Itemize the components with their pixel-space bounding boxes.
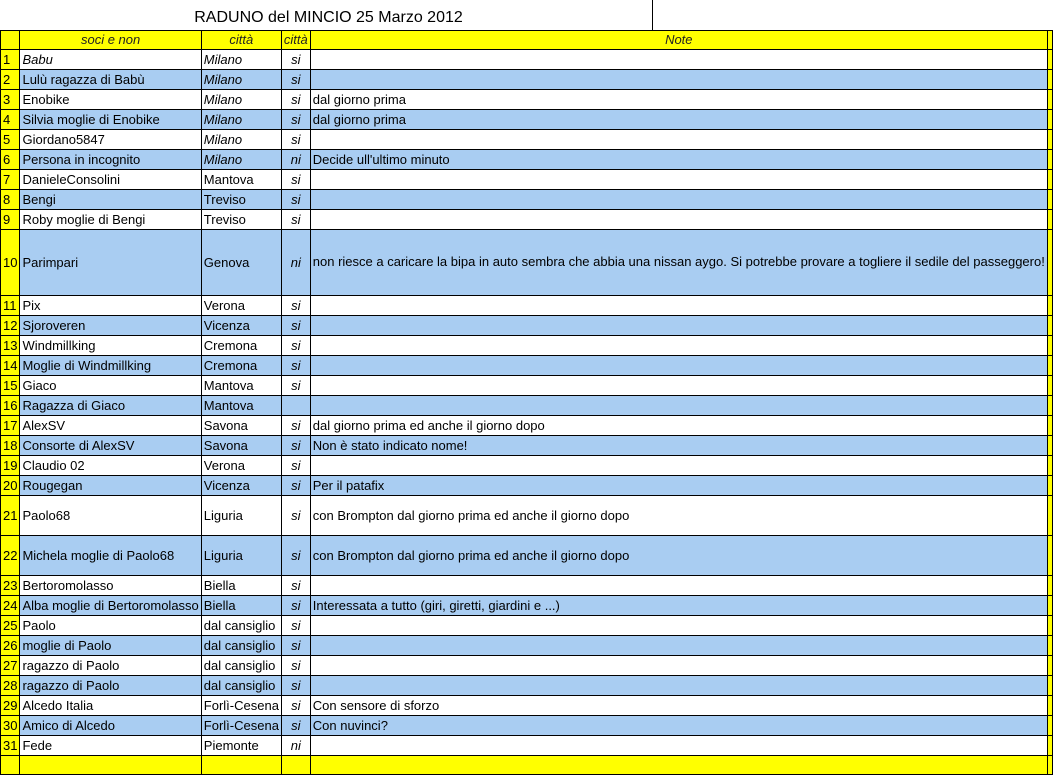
participant-note: con Brompton dal giorno prima ed anche il giorno dopo [310, 536, 1047, 576]
participant-city: Vicenza [201, 476, 281, 496]
participant-note [310, 576, 1047, 596]
extra-column-cell [1047, 656, 1052, 676]
participants-table [0, 30, 1053, 775]
table-row [1, 230, 1053, 296]
extra-column-cell [1047, 130, 1052, 150]
extra-column-cell [1047, 496, 1052, 536]
participant-city: Milano [201, 130, 281, 150]
extra-column-cell [1047, 70, 1052, 90]
participant-city: dal cansiglio [201, 656, 281, 676]
participant-city: Liguria [201, 496, 281, 536]
participation-flag: si [281, 170, 310, 190]
row-number: 31 [1, 736, 20, 756]
row-number: 3 [1, 90, 20, 110]
row-number: 9 [1, 210, 20, 230]
participant-name: Consorte di AlexSV [20, 436, 201, 456]
table-row [1, 316, 1053, 336]
table-row [1, 696, 1053, 716]
row-number: 10 [1, 230, 20, 296]
table-row [1, 110, 1053, 130]
participation-flag: si [281, 416, 310, 436]
participant-note [310, 130, 1047, 150]
participant-city: Piemonte [201, 736, 281, 756]
participant-city: Mantova [201, 396, 281, 416]
row-number: 25 [1, 616, 20, 636]
participant-note: con Brompton dal giorno prima ed anche il giorno dopo [310, 496, 1047, 536]
participant-name: Rougegan [20, 476, 201, 496]
participant-name: Fede [20, 736, 201, 756]
column-header-name: soci e non [20, 31, 201, 50]
participation-flag: si [281, 716, 310, 736]
participation-flag: si [281, 536, 310, 576]
footer-cell [201, 756, 281, 775]
row-number: 23 [1, 576, 20, 596]
participant-note [310, 656, 1047, 676]
table-row [1, 90, 1053, 110]
extra-column-cell [1047, 90, 1052, 110]
extra-column-cell [1047, 50, 1052, 70]
extra-column-cell [1047, 476, 1052, 496]
participant-city: Forlì-Cesena [201, 716, 281, 736]
participant-note [310, 356, 1047, 376]
participant-name: AlexSV [20, 416, 201, 436]
participation-flag: si [281, 576, 310, 596]
participant-city: Milano [201, 70, 281, 90]
row-number: 1 [1, 50, 20, 70]
extra-column-cell [1047, 576, 1052, 596]
extra-column-cell [1047, 230, 1052, 296]
participant-name: Ragazza di Giaco [20, 396, 201, 416]
participant-name: Bertoromolasso [20, 576, 201, 596]
row-number: 30 [1, 716, 20, 736]
table-row [1, 296, 1053, 316]
extra-column-cell [1047, 696, 1052, 716]
extra-column-cell [1047, 416, 1052, 436]
participation-flag: si [281, 296, 310, 316]
participant-note [310, 50, 1047, 70]
participation-flag: si [281, 636, 310, 656]
table-row [1, 396, 1053, 416]
participation-flag: si [281, 676, 310, 696]
participation-flag: si [281, 476, 310, 496]
extra-column-cell [1047, 376, 1052, 396]
participant-name: Windmillking [20, 336, 201, 356]
participant-city: Forlì-Cesena [201, 696, 281, 716]
table-row [1, 576, 1053, 596]
row-number: 5 [1, 130, 20, 150]
row-number: 8 [1, 190, 20, 210]
participant-note [310, 616, 1047, 636]
participant-city: Mantova [201, 376, 281, 396]
row-number: 15 [1, 376, 20, 396]
participation-flag: si [281, 90, 310, 110]
participation-flag: si [281, 356, 310, 376]
participation-flag: si [281, 656, 310, 676]
participant-note: dal giorno prima [310, 110, 1047, 130]
row-number: 2 [1, 70, 20, 90]
table-row [1, 676, 1053, 696]
participant-name: ragazzo di Paolo [20, 676, 201, 696]
participant-city: Milano [201, 50, 281, 70]
participant-city: Verona [201, 296, 281, 316]
participant-name: Silvia moglie di Enobike [20, 110, 201, 130]
extra-column-cell [1047, 210, 1052, 230]
participant-note: non riesce a caricare la bipa in auto sembra che abbia una nissan aygo. Si potrebbe provare a togliere il sedile del passeggero! [310, 230, 1047, 296]
participant-note [310, 296, 1047, 316]
participant-city: dal cansiglio [201, 636, 281, 656]
participant-note: dal giorno prima [310, 90, 1047, 110]
footer-cell [281, 756, 310, 775]
table-row [1, 190, 1053, 210]
footer-row [1, 756, 1053, 775]
row-number: 19 [1, 456, 20, 476]
row-number: 7 [1, 170, 20, 190]
participant-name: Alcedo Italia [20, 696, 201, 716]
row-number: 4 [1, 110, 20, 130]
row-number: 26 [1, 636, 20, 656]
extra-column-cell [1047, 716, 1052, 736]
participant-note: Decide ull'ultimo minuto [310, 150, 1047, 170]
row-number: 14 [1, 356, 20, 376]
footer-cell [1, 756, 20, 775]
participation-flag: si [281, 190, 310, 210]
participation-flag: ni [281, 230, 310, 296]
participant-city: Liguria [201, 536, 281, 576]
participation-flag: si [281, 110, 310, 130]
extra-column-cell [1047, 436, 1052, 456]
row-number: 28 [1, 676, 20, 696]
participation-flag: ni [281, 150, 310, 170]
row-number: 21 [1, 496, 20, 536]
header-row [1, 31, 1053, 50]
participation-flag [281, 396, 310, 416]
extra-column-cell [1047, 31, 1052, 50]
row-number: 11 [1, 296, 20, 316]
participant-name: Paolo68 [20, 496, 201, 536]
participation-flag: si [281, 456, 310, 476]
table-row [1, 50, 1053, 70]
participant-note [310, 376, 1047, 396]
participant-name: ragazzo di Paolo [20, 656, 201, 676]
column-divider [652, 0, 653, 30]
participant-name: Babu [20, 50, 201, 70]
table-row [1, 356, 1053, 376]
participant-city: dal cansiglio [201, 616, 281, 636]
extra-column-cell [1047, 150, 1052, 170]
participant-city: Milano [201, 150, 281, 170]
table-row [1, 636, 1053, 656]
table-row [1, 130, 1053, 150]
participant-name: Claudio 02 [20, 456, 201, 476]
row-number: 18 [1, 436, 20, 456]
participation-flag: si [281, 496, 310, 536]
participant-name: Bengi [20, 190, 201, 210]
participant-city: Milano [201, 110, 281, 130]
participant-city: Verona [201, 456, 281, 476]
row-number: 16 [1, 396, 20, 416]
extra-column-cell [1047, 396, 1052, 416]
table-row [1, 436, 1053, 456]
row-number: 27 [1, 656, 20, 676]
extra-column-cell [1047, 110, 1052, 130]
table-row [1, 736, 1053, 756]
participant-note [310, 456, 1047, 476]
participant-name: Moglie di Windmillking [20, 356, 201, 376]
participant-name: Sjoroveren [20, 316, 201, 336]
extra-column-cell [1047, 356, 1052, 376]
extra-column-cell [1047, 336, 1052, 356]
column-header-city: città [201, 31, 281, 50]
table-row [1, 336, 1053, 356]
column-header-note: Note [310, 31, 1047, 50]
participant-name: Enobike [20, 90, 201, 110]
extra-column-cell [1047, 596, 1052, 616]
participant-name: Parimpari [20, 230, 201, 296]
extra-column-cell [1047, 316, 1052, 336]
table-row [1, 416, 1053, 436]
row-number: 29 [1, 696, 20, 716]
participant-note: Con nuvinci? [310, 716, 1047, 736]
table-row [1, 596, 1053, 616]
table-row [1, 536, 1053, 576]
footer-cell [20, 756, 201, 775]
table-row [1, 496, 1053, 536]
participation-flag: si [281, 336, 310, 356]
participant-note: Per il patafix [310, 476, 1047, 496]
participation-flag: si [281, 616, 310, 636]
row-number: 24 [1, 596, 20, 616]
participant-city: Biella [201, 596, 281, 616]
participation-flag: si [281, 376, 310, 396]
participant-note [310, 336, 1047, 356]
participant-note [310, 636, 1047, 656]
participant-note: Non è stato indicato nome! [310, 436, 1047, 456]
participant-name: moglie di Paolo [20, 636, 201, 656]
footer-cell [1047, 756, 1052, 775]
participant-name: Lulù ragazza di Babù [20, 70, 201, 90]
extra-column-cell [1047, 736, 1052, 756]
row-number: 22 [1, 536, 20, 576]
participant-city: Mantova [201, 170, 281, 190]
table-row [1, 456, 1053, 476]
participant-note [310, 70, 1047, 90]
extra-column-cell [1047, 456, 1052, 476]
participation-flag: si [281, 596, 310, 616]
table-row [1, 210, 1053, 230]
participant-city: Savona [201, 436, 281, 456]
participation-flag: si [281, 696, 310, 716]
participant-name: Paolo [20, 616, 201, 636]
participant-name: Persona in incognito [20, 150, 201, 170]
participant-city: Biella [201, 576, 281, 596]
table-row [1, 476, 1053, 496]
participant-city: Milano [201, 90, 281, 110]
table-row [1, 150, 1053, 170]
extra-column-cell [1047, 636, 1052, 656]
participant-city: Cremona [201, 336, 281, 356]
participant-note: dal giorno prima ed anche il giorno dopo [310, 416, 1047, 436]
participation-flag: si [281, 316, 310, 336]
table-row [1, 656, 1053, 676]
participant-note [310, 736, 1047, 756]
participant-name: Amico di Alcedo [20, 716, 201, 736]
extra-column-cell [1047, 536, 1052, 576]
column-header-flag: città [281, 31, 310, 50]
participant-note: Con sensore di sforzo [310, 696, 1047, 716]
row-index-header [1, 31, 20, 50]
row-number: 6 [1, 150, 20, 170]
participation-flag: si [281, 436, 310, 456]
participation-flag: si [281, 70, 310, 90]
participant-note [310, 210, 1047, 230]
row-number: 13 [1, 336, 20, 356]
footer-cell [310, 756, 1047, 775]
row-number: 20 [1, 476, 20, 496]
page-title: RADUNO del MINCIO 25 Marzo 2012 [194, 9, 463, 26]
table-row [1, 376, 1053, 396]
participant-city: Vicenza [201, 316, 281, 336]
extra-column-cell [1047, 296, 1052, 316]
participant-city: Cremona [201, 356, 281, 376]
extra-column-cell [1047, 676, 1052, 696]
row-number: 17 [1, 416, 20, 436]
extra-column-cell [1047, 616, 1052, 636]
extra-column-cell [1047, 170, 1052, 190]
participant-note: Interessata a tutto (giri, giretti, giardini e ...) [310, 596, 1047, 616]
participant-city: Treviso [201, 210, 281, 230]
row-number: 12 [1, 316, 20, 336]
participant-name: Giaco [20, 376, 201, 396]
participant-note [310, 316, 1047, 336]
participation-flag: si [281, 50, 310, 70]
participant-note [310, 190, 1047, 210]
table-row [1, 170, 1053, 190]
participation-flag: ni [281, 736, 310, 756]
participant-city: Savona [201, 416, 281, 436]
participant-note [310, 396, 1047, 416]
participant-name: Pix [20, 296, 201, 316]
participant-city: Treviso [201, 190, 281, 210]
table-row [1, 616, 1053, 636]
table-row [1, 716, 1053, 736]
participation-flag: si [281, 210, 310, 230]
participant-city: dal cansiglio [201, 676, 281, 696]
participant-city: Genova [201, 230, 281, 296]
extra-column-cell [1047, 190, 1052, 210]
participant-name: Michela moglie di Paolo68 [20, 536, 201, 576]
participant-note [310, 170, 1047, 190]
participant-name: Alba moglie di Bertoromolasso [20, 596, 201, 616]
participant-name: Giordano5847 [20, 130, 201, 150]
participant-note [310, 676, 1047, 696]
participant-name: Roby moglie di Bengi [20, 210, 201, 230]
participant-name: DanieleConsolini [20, 170, 201, 190]
participation-flag: si [281, 130, 310, 150]
table-row [1, 70, 1053, 90]
